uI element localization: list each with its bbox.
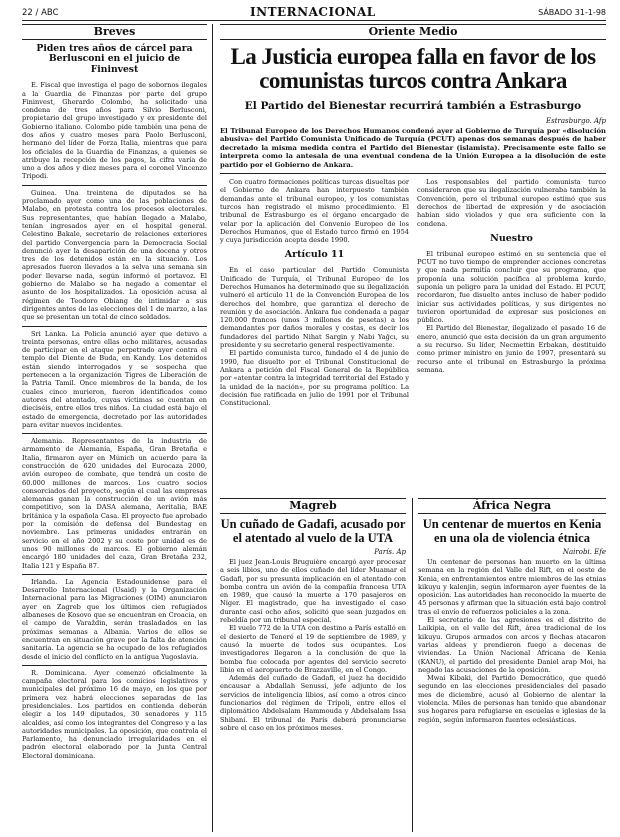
breve-item: Guinea. Una treintena de diputados se ha proclamado ayer como una de las poblaciones de Malabo, en protesta contra los procesos electorales. Sus representantes, que habían llegado a Malabo, tenían ingresados ayer en el hospital general. Celestino Bakale, secretario de relaciones exteriores del partido Convergencia para la Democracia Social denunció ayer la desaparición de una docena y otros tres de los detenidos están en la situación. Los apresados fueron llevados a la selva una semana sin poder llevarse nada, según informó el portavoz. El gobierno de Malabo se ha negado a comentar el asunto de los hospitalizados. La oposición acusa al régimen de Teodoro Obiang de intimidar a sus dirigentes antes de las elecciones del 1 de marzo, a las que se presentan un total de cinco soldados. — [22, 188, 207, 322]
magreb-headline: Un cuñado de Gadafi, acusado por el atentado al vuelo de la UTA — [220, 517, 406, 545]
breve-item: Alemania. Representantes de la industria de armamento de Alemania, España, Gran Bretaña e Italia, firmaron ayer en Múnich un acuerdo para la construcción de 620 unidades del Eurocaza 2000, avión europeo de combate, que tendrá un coste de 60.000 millones de marcos. Los cuatro socios consorciados del proyecto, según el cual las empresas alemanas ganan la construcción de un avión más competitivo, son la DASA alemana, Aeritalia, BAE británica y la española Casa. El proyecto fue aprobado por la comisión de defensa del Bundestag en noviembre. Las primeras unidades entrarán en servicio en el año 2002 y su coste por unidad es de unos 90 millones de marcos. El gobierno alemán encargó 180 unidades del caza, Gran Bretaña 232, Italia 121 y España 87. — [22, 437, 207, 570]
breve-item: Irlanda. La Agencia Estadounidense para el Desarrollo Internacional (Usaid) y la Organización Internacional para las Migraciones (OIM) anunciaron ayer en Zagreb que los últimos cien refugiados albaneses de Kosovo que se encuentran en Croacia, en el campo de Varaždin, serán trasladados en las próximas semanas a Albania. Varios de ellos se encuentran en situación grave por la falta de atención sanitaria. La agencia se ha ocupado de los refugiados desde el inicio del conflicto en la antigua Yugoslavia. — [22, 577, 207, 661]
oriente-paragraph: El partido comunista turco, fundado el 4 de junio de 1990, fue disuelto por el Tribunal Constitucional de Ankara a petición del Fiscal General de la República por «atentar contra la integridad territorial del Estado y la unidad de la nación», por su programa político. La decisión fue ratificada en julio de 1991 por el Tribunal Constitucional. — [220, 349, 409, 408]
oriente-label — [220, 24, 606, 40]
column-separator — [412, 498, 413, 832]
page-date: SÁBADO 31-1-98 — [538, 8, 606, 17]
oriente-headline: La Justicia europea falla en favor de los comunistas turcos contra Ankara — [230, 44, 596, 93]
magreb-paragraph: Además del cuñado de Gadafi, el juez ha decidido encausar a Abdallah Senussi, jefe adjunto de los servicios de inteligencia libios, así como a otros cinco funcionarios del régimen de Trípoli, entre ellos el diplomático Abdelsalam Hammouda y Abdelsalam Issa Shibani. El tribunal de París deberá pronunciarse sobre el caso en los próximos meses. — [220, 674, 406, 732]
africa-label: África Negra — [418, 498, 606, 514]
divider — [22, 433, 207, 434]
oriente-dateline: Estrasburgo. Afp — [546, 117, 606, 125]
oriente-label-text: Oriente Medio — [363, 25, 464, 38]
divider — [22, 665, 207, 666]
africa-section — [418, 498, 606, 834]
divider — [22, 185, 207, 186]
oriente-section — [220, 24, 606, 494]
oriente-col-2 — [417, 178, 606, 407]
breve-item: E. Fiscal que investiga el pago de sobornos ilegales a la Guardia de Finanzas por parte del grupo Fininvest, Gherardo Colombo, ha solicitado una condena de tres años para Silvio Berlusconi, propietario del grupo investigado y ex presidente del Gobierno italiano. Colombo pide también una pena de dos años y cuatro meses para Paolo Berlusconi, hermano del líder de Forza Italia, mientras que para los oficiales de la Guardia de Finanzas, a quienes se atribuye la recepción de los pagos, la cifra varía de uno a dos años y diez meses para el coronel Vincenzo Tripodi. — [22, 81, 207, 181]
page-header — [22, 6, 606, 20]
africa-paragraph: Un centenar de personas han muerto en la última semana en la región del Valle del Rift, en el oeste de Kenia, en enfrentamientos entre miembros de las etnias kikuyu y kalenjin, según informaron ayer fuentes de la oposición. Las autoridades han reconocido la muerte de 45 personas y afirman que la situación está bajo control tras el envío de refuerzos policiales a la zona. — [418, 558, 606, 616]
magreb-section — [220, 498, 406, 834]
africa-headline: Un centenar de muertos en Kenia en una ola de violencia étnica — [422, 517, 602, 545]
magreb-paragraph: El juez Jean-Louis Bruguière encargó ayer procesar a seis libios, uno de ellos cuñado del líder Muamar el Gadafi, por su presunta implicación en el atentado con bomba contra un avión de la compañía francesa UTA en 1989, que causó la muerte a 170 pasajeros en Níger. El magistrado, que ha investigado el caso durante casi ocho años, solicitó que sean juzgados en rebeldía por un tribunal especial. — [220, 558, 406, 625]
oriente-paragraph: El Partido del Bienestar, ilegalizado el pasado 16 de enero, anunció que esta decisión da un gran argumento a su recurso. Su líder, Necmettin Erbakan, destituido como primer ministro en junio de 1997, presentará su recurso ante el tribunal en Estrasburgo la próxima semana. — [417, 324, 606, 374]
oriente-columns — [220, 178, 606, 407]
oriente-subhead: El Partido del Bienestar recurrirá también a Estrasburgo — [244, 100, 582, 112]
magreb-label: Magreb — [220, 498, 406, 514]
africa-dateline: Nairobi. Efe — [562, 548, 606, 556]
oriente-paragraph: El tribunal europeo estimó en su sentencia que el PCUT no tuvo tiempo de emprender acciones concretas y que nada permitía concluir que su programa, que proponía una solución pacífica al problema kurdo, suponía un peligro para la unidad del Estado. El PCUT, recordaron, fue disuelto antes incluso de haber podido iniciar sus actividades políticas, y sus dirigentes no tuvieron oportunidad de expresar sus posiciones en público. — [417, 249, 606, 325]
divider — [22, 574, 207, 575]
africa-paragraph: Mwai Kibaki, del Partido Democrático, que quedó segundo en las elecciones presidenciales del pasado mes de diciembre, acusó al Gobierno de alentar la violencia. Miles de personas han tenido que abandonar sus hogares para refugiarse en escuelas e iglesias de la región, según informaron fuentes eclesiásticas. — [418, 674, 606, 724]
breve-item: Sri Lanka. La Policía anunció ayer que detuvo a treinta personas, entre ellas ocho militares, acusadas de participar en el ataque perpetrado ayer contra el templo del Diente de Buda, en Kandy. Los detenidos están siendo interrogados y se sospecha que pertenecen a la organización Tigres de Liberación de la Patria Tamil. Once miembros de la banda, de los cuales cinco murieron, fueron identificados como autores del atentado, cuyas víctimas se cuentan en dieciséis, entre ellos tres niños. La ciudad está bajo el estado de emergencia, decretado por las autoridades para evitar nuevos incidentes. — [22, 329, 207, 429]
magreb-dateline: París. Ap — [374, 548, 406, 556]
breves-label: Breves — [22, 24, 207, 40]
breves-headline: Piden tres años de cárcel para Berlusconi en el juicio de Fininvest — [36, 43, 193, 75]
page-ref: 22 / ABC — [22, 8, 59, 18]
oriente-paragraph: Los responsables del partido comunista turco consideraron que su ilegalización vulneraba también la Convención, pero el tribunal europeo estimó que sus derechos de libertad de expresión y de asociación habían sido violados y que era suficiente con la condena. — [417, 178, 606, 228]
oriente-col-1 — [220, 178, 409, 407]
oriente-paragraph: Con cuatro formaciones políticas turcas disueltas por el Gobierno de Ankara han interpuesto también demandas ante el tribunal europeo, y los comunistas turcos han registrado el mismo procedimiento. El tribunal de Estrasburgo es el órgano encargado de velar por la aplicación del Convenio Europeo de los Derechos Humanos, que el Estado turco firmó en 1954 y cuya jurisdicción acepta desde 1990. — [220, 178, 409, 245]
oriente-paragraph: En el caso particular del Partido Comunista Unificado de Turquía, el Tribunal Europeo de los Derechos Humanos ha determinado que su ilegalización vulneró el artículo 11 de la Convención Europea de los derechos del hombre, que garantiza el derecho de reunión y de asociación. Ankara fue condenada a pagar 120.000 francos (unos 3 millones de pesetas) a los demandantes por daños morales y costas, es decir los fundadores del partido Nihat Sargin y Nabi Yağcı, su presidente y su secretario general respectivamente. — [220, 266, 409, 350]
oriente-col2-subhead: Nuestro — [490, 232, 533, 244]
oriente-col1-subhead: Artículo 11 — [284, 249, 345, 261]
breve-item: R. Dominicana. Ayer comenzó oficialmente la campaña electoral para los comicios legislativos y municipales del próximo 16 de mayo, en los que por primera vez habrá elecciones separadas de las presidenciales. Los partidos en contienda deberán elegir a los 149 diputados, 30 senadores y 115 alcaldes, así como los integrantes del Congreso y a las autoridades municipales. La oposición, que controla el Parlamento, ha denunciado irregularidades en el padrón electoral elaborado por la Junta Central Electoral dominicana. — [22, 668, 207, 760]
divider — [22, 326, 207, 327]
breves-column — [22, 24, 207, 834]
header-rule — [22, 20, 606, 21]
africa-paragraph: El secretario de las agresiones es el distrito de Laikipia, en el valle del Rift, área tradicional de los kikuyu. Grupos armados con arcos y flechas atacaron varias aldeas y prendieron fuego a decenas de viviendas. La Unión Nacional Africana de Kenia (KANU), el partido del presidente Daniel arap Moi, ha negado las acusaciones de la oposición. — [418, 616, 606, 674]
oriente-lead: El Tribunal Europeo de los Derechos Humanos condenó ayer al Gobierno de Turquía por «disolución abusiva» del Partido Comunista Unificado de Turquía (PCUT) apenas dos semanas después de haber decretado la misma medida contra el Partido del Bienestar (islamista). Precisamente este fallo se interpreta como la antesala de una eventual condena de la Unión Europea a la disolución de este partido por el Gobierno de Ankara. — [220, 127, 606, 174]
section-title: INTERNACIONAL — [250, 5, 376, 19]
column-separator — [212, 24, 213, 832]
magreb-paragraph: El vuelo 772 de la UTA con destino a París estalló en el desierto de Teneré el 19 de septiembre de 1989, y causó la muerte de todos sus ocupantes. Los investigadores llegaron a la conclusión de que la bomba fue colocada por agentes del servicio secreto libio en el aeropuerto de Brazzaville, en el Congo. — [220, 624, 406, 674]
